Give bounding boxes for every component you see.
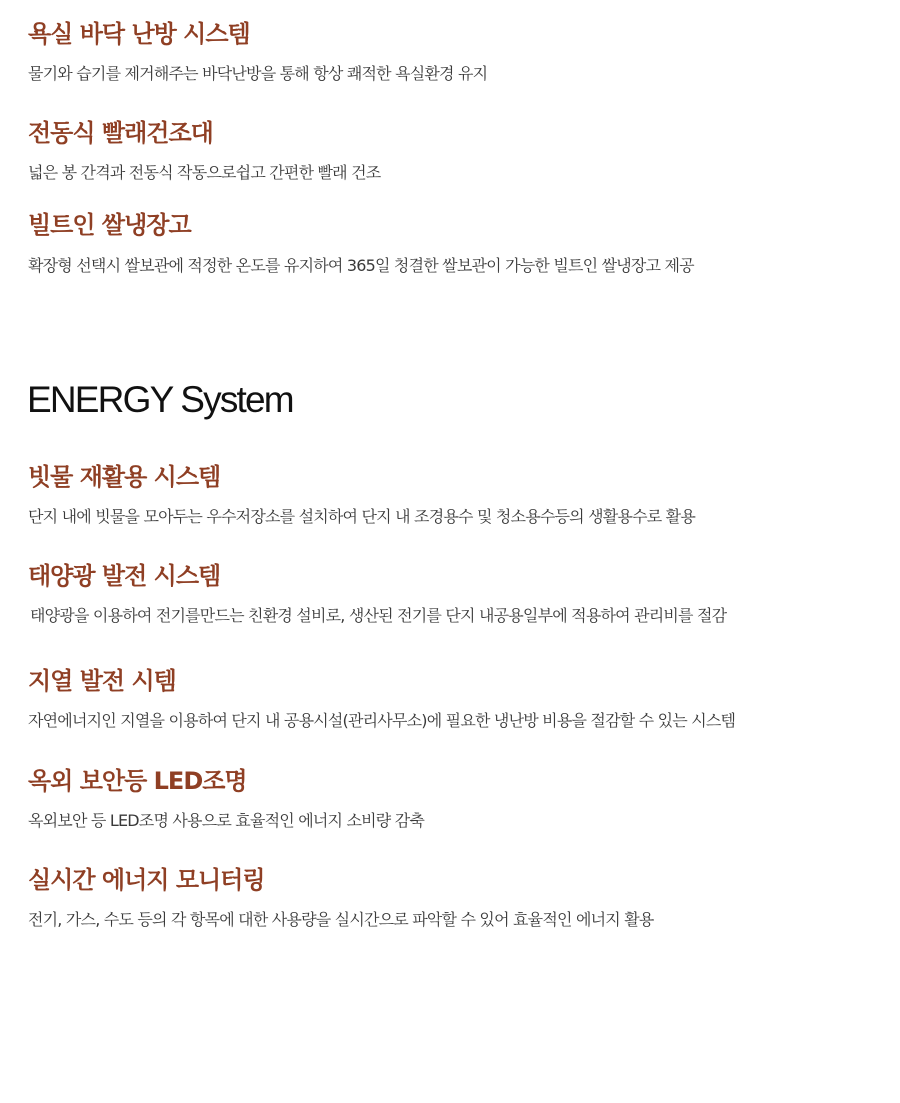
- feature-title-builtin-rice-fridge: 빌트인 쌀냉장고: [28, 211, 191, 239]
- feature-title-bathroom-floor-heating: 욕실 바닥 난방 시스템: [28, 20, 250, 48]
- feature-desc-outdoor-led-lighting: 옥외보안 등 LED조명 사용으로 효율적인 에너지 소비량 감축: [28, 811, 425, 830]
- energy-system-heading: ENERGY System: [27, 379, 293, 420]
- feature-desc-realtime-energy-monitoring: 전기, 가스, 수도 등의 각 항목에 대한 사용량을 실시간으로 파악할 수 있어 효율적인 에너지 활용: [28, 910, 654, 929]
- feature-title-solar-power: 태양광 발전 시스템: [28, 562, 221, 590]
- feature-desc-geothermal-power: 자연에너지인 지열을 이용하여 단지 내 공용시설(관리사무소)에 필요한 냉난방 비용을 절감할 수 있는 시스템: [28, 711, 736, 730]
- feature-desc-electric-clothes-dryer: 넓은 봉 간격과 전동식 작동으로쉽고 간편한 빨래 건조: [28, 163, 381, 182]
- feature-title-geothermal-power: 지열 발전 시템: [28, 667, 176, 695]
- feature-desc-builtin-rice-fridge: 확장형 선택시 쌀보관에 적정한 온도를 유지하여 365일 청결한 쌀보관이 가능한 빌트인 쌀냉장고 제공: [28, 256, 694, 275]
- feature-desc-solar-power: 태양광을 이용하여 전기를만드는 친환경 설비로, 생산된 전기를 단지 내공용일부에 적용하여 관리비를 절감: [30, 606, 727, 625]
- feature-desc-bathroom-floor-heating: 물기와 습기를 제거해주는 바닥난방을 통해 항상 쾌적한 욕실환경 유지: [28, 64, 488, 83]
- feature-title-electric-clothes-dryer: 전동식 빨래건조대: [28, 119, 213, 147]
- feature-title-outdoor-led-lighting: 옥외 보안등 LED조명: [28, 767, 247, 795]
- feature-title-rainwater-recycling: 빗물 재활용 시스템: [28, 463, 221, 491]
- feature-desc-rainwater-recycling: 단지 내에 빗물을 모아두는 우수저장소를 설치하여 단지 내 조경용수 및 청소용수등의 생활용수로 활용: [28, 507, 695, 526]
- feature-title-realtime-energy-monitoring: 실시간 에너지 모니터링: [28, 866, 265, 894]
